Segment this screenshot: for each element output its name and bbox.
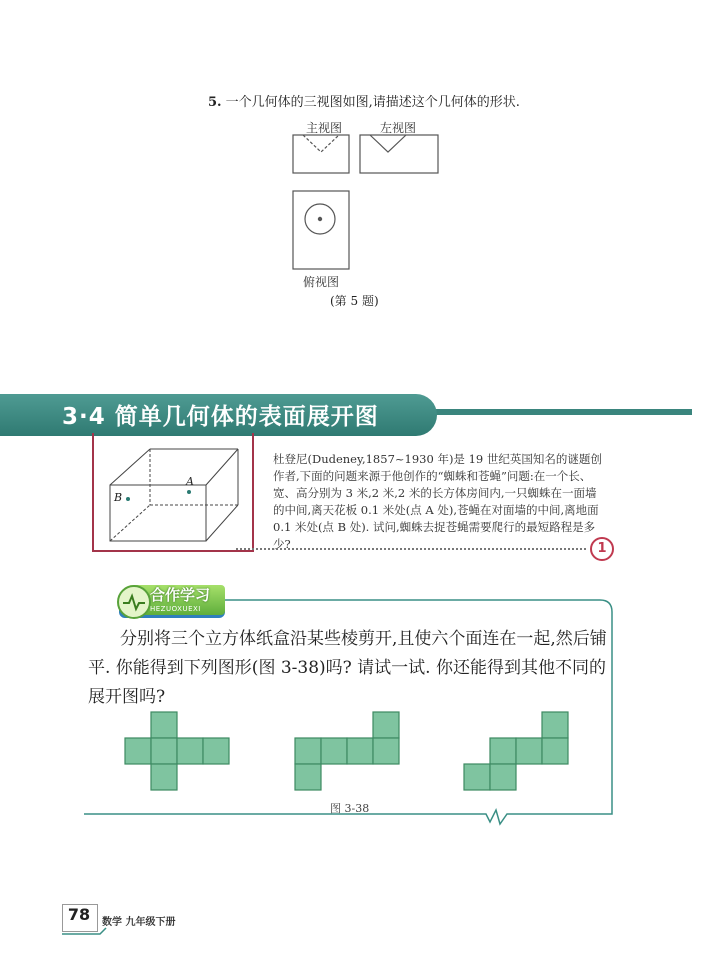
heartbeat-icon — [117, 585, 151, 619]
point-b-label: B — [114, 491, 123, 504]
coop-learning-subtitle: HEZUOXUEXI — [150, 605, 201, 613]
figure-5-caption: (第 5 题) — [330, 294, 379, 308]
figure-3-38-caption: 图 3-38 — [330, 802, 370, 815]
cube-net-3 — [464, 712, 568, 790]
point-a-label: A — [186, 475, 194, 488]
cube-net-1 — [125, 712, 229, 790]
problem-marker-1: 1 — [590, 537, 614, 561]
coop-learning-text: 分别将三个立方体纸盒沿某些棱剪开,且使六个面连在一起,然后铺平. 你能得到下列图形(图 3-38)吗? 请试一试. 你还能得到其他不同的展开图吗? — [88, 629, 607, 707]
spider-problem-text: 杜登尼(Dudeney,1857~1930 年)是 19 世纪英国知名的谜题创作者,下面的问题来源于他创作的“蜘蛛和苍蝇”问题:在一个长、宽、高分别为 3 米,2 米,2 米的长方体房间内,一只蜘蛛在一面墙的中间,离天花板 0.1 米处(点 A 处),苍蝇在对面墙的中间,离地面 0.1 米处(点 B 处). 试问,蜘蛛去捉苍蝇需要爬行的最短路程是多少? — [273, 452, 602, 551]
coop-learning-title: 合作学习 — [150, 586, 211, 604]
section-title: 3·4 简单几何体的表面展开图 — [62, 404, 379, 430]
footer-book-title: 数学 九年级下册 — [102, 917, 176, 928]
front-view-label: 主视图 — [306, 121, 343, 135]
exercise-text: 一个几何体的三视图如图,请描述这个几何体的形状. — [225, 95, 520, 110]
exercise-number: 5. — [208, 95, 222, 110]
cube-net-2 — [295, 712, 399, 790]
top-view-label: 俯视图 — [303, 275, 340, 289]
cube-nets-figure — [0, 700, 702, 795]
left-view-label: 左视图 — [380, 121, 417, 135]
page-number: 78 — [67, 905, 91, 924]
